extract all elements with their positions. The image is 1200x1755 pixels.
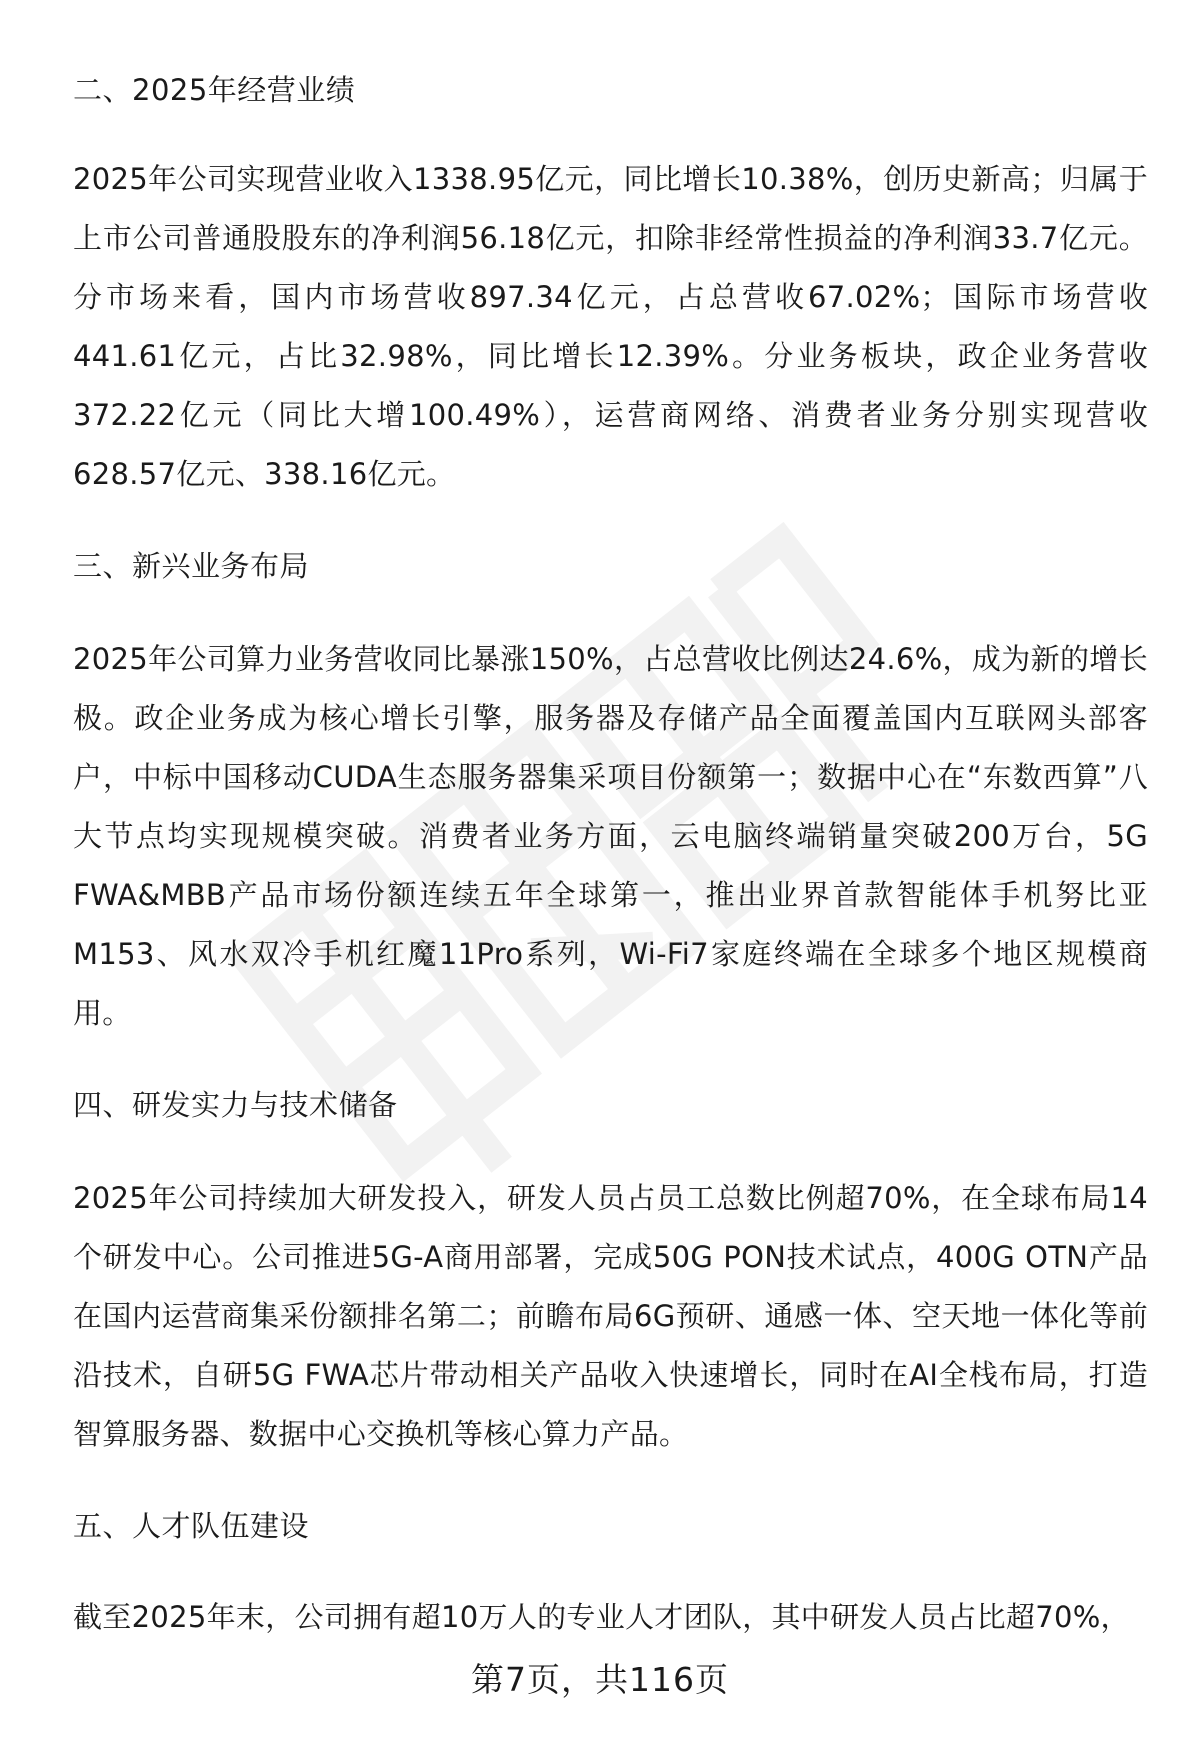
page-number-footer: 第7页，共116页 (471, 1660, 729, 1699)
section-heading: 二、2025年经营业绩 (73, 73, 356, 107)
section-paragraph: 截至2025年末，公司拥有超10万人的专业人才团队，其中研发人员占比超70%， (73, 1600, 1130, 1634)
section-heading: 五、人才队伍建设 (73, 1509, 310, 1543)
section-heading: 四、研发实力与技术储备 (73, 1088, 398, 1122)
section-paragraph: 2025年公司实现营业收入1338.95亿元，同比增长10.38%，创历史新高；归属于上市公司普通股股东的净利润56.18亿元，扣除非经常性损益的净利润33.7亿元。分市场来看，国内市场营收897.34亿元，占总营收67.02%；国际市场营收441.61亿元，占比32.98%，同比增长12.39%。分业务板块，政企业务营收372.22亿元（同比大增100.49%），运营商网络、消费者业务分别实现营收628.57亿元、338.16亿元。 (73, 162, 1148, 491)
section-paragraph: 2025年公司持续加大研发投入，研发人员占员工总数比例超70%，在全球布局14个研发中心。公司推进5G-A商用部署，完成50G PON技术试点，400G OTN产品在国内运营商集采份额排名第二；前瞻布局6G预研、通感一体、空天地一体化等前沿技术，自研5G FWA芯片带动相关产品收入快速增长，同时在AI全栈布局，打造智算服务器、数据中心交换机等核心算力产品。 (73, 1181, 1148, 1451)
document-body (73, 62, 1148, 1647)
section-paragraph: 2025年公司算力业务营收同比暴涨150%，占总营收比例达24.6%，成为新的增长极。政企业务成为核心增长引擎，服务器及存储产品全面覆盖国内互联网头部客户，中标中国移动CUDA生态服务器集采项目份额第一；数据中心在“东数西算”八大节点均实现规模突破。消费者业务方面，云电脑终端销量突破200万台，5G FWA&MBB产品市场份额连续五年全球第一，推出业界首款智能体手机努比亚M153、风水双冷手机红魔11Pro系列，Wi-Fi7家庭终端在全球多个地区规模商用。 (73, 642, 1148, 1030)
section-heading: 三、新兴业务布局 (73, 549, 310, 583)
